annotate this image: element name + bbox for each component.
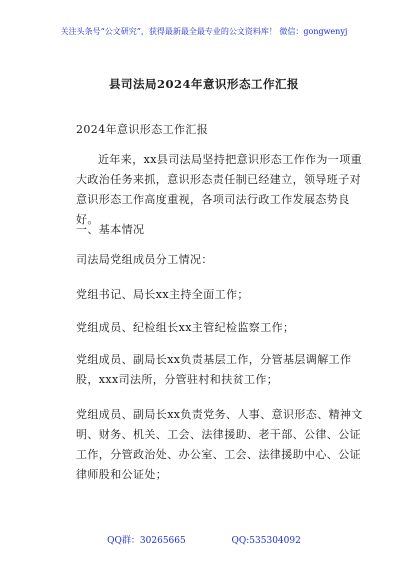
- paragraph-deputy-grassroots: 党组成员、副局长xx负责基层工作，分管基层调解工作股，xxx司法所，分管驻村和扶贫工作；: [76, 353, 352, 386]
- paragraph-secretary: 党组书记、局长xx主持全面工作；: [76, 288, 249, 301]
- document-title: 县司法局2024年意识形态工作汇报: [108, 77, 299, 91]
- paragraph-discipline: 党组成员、纪检组长xx主管纪检监察工作；: [76, 321, 295, 334]
- section-heading: 一、基本情况: [76, 223, 145, 236]
- footer-contact: [0, 533, 408, 546]
- footer-qq-number: QQ:535304092: [231, 536, 301, 546]
- paragraph-intro: 近年来，xx县司法局坚持把意识形态工作作为一项重大政治任务来抓，意识形态责任制已经建立，领导班子对意识形态工作高度重视，各项司法行政工作发展态势良好。: [76, 153, 363, 226]
- footer-qq-group: QQ群：30265665: [107, 536, 186, 546]
- paragraph-division: 司法局党组成员分工情况：: [76, 253, 213, 266]
- paragraph-subtitle: 2024年意识形态工作汇报: [76, 123, 209, 136]
- paragraph-deputy-party: 党组成员、副局长xx负责党务、人事、意识形态、精神文明、财务、机关、工会、法律援助、老干部、公律、公证工作，分管政治处、办公室、工会、法律援助中心、公证律师股和公证处；: [76, 408, 363, 481]
- header-notice: 关注头条号“公文研究”，获得最新最全最专业的公文资料库！ 微信：gongwenyj: [60, 27, 348, 36]
